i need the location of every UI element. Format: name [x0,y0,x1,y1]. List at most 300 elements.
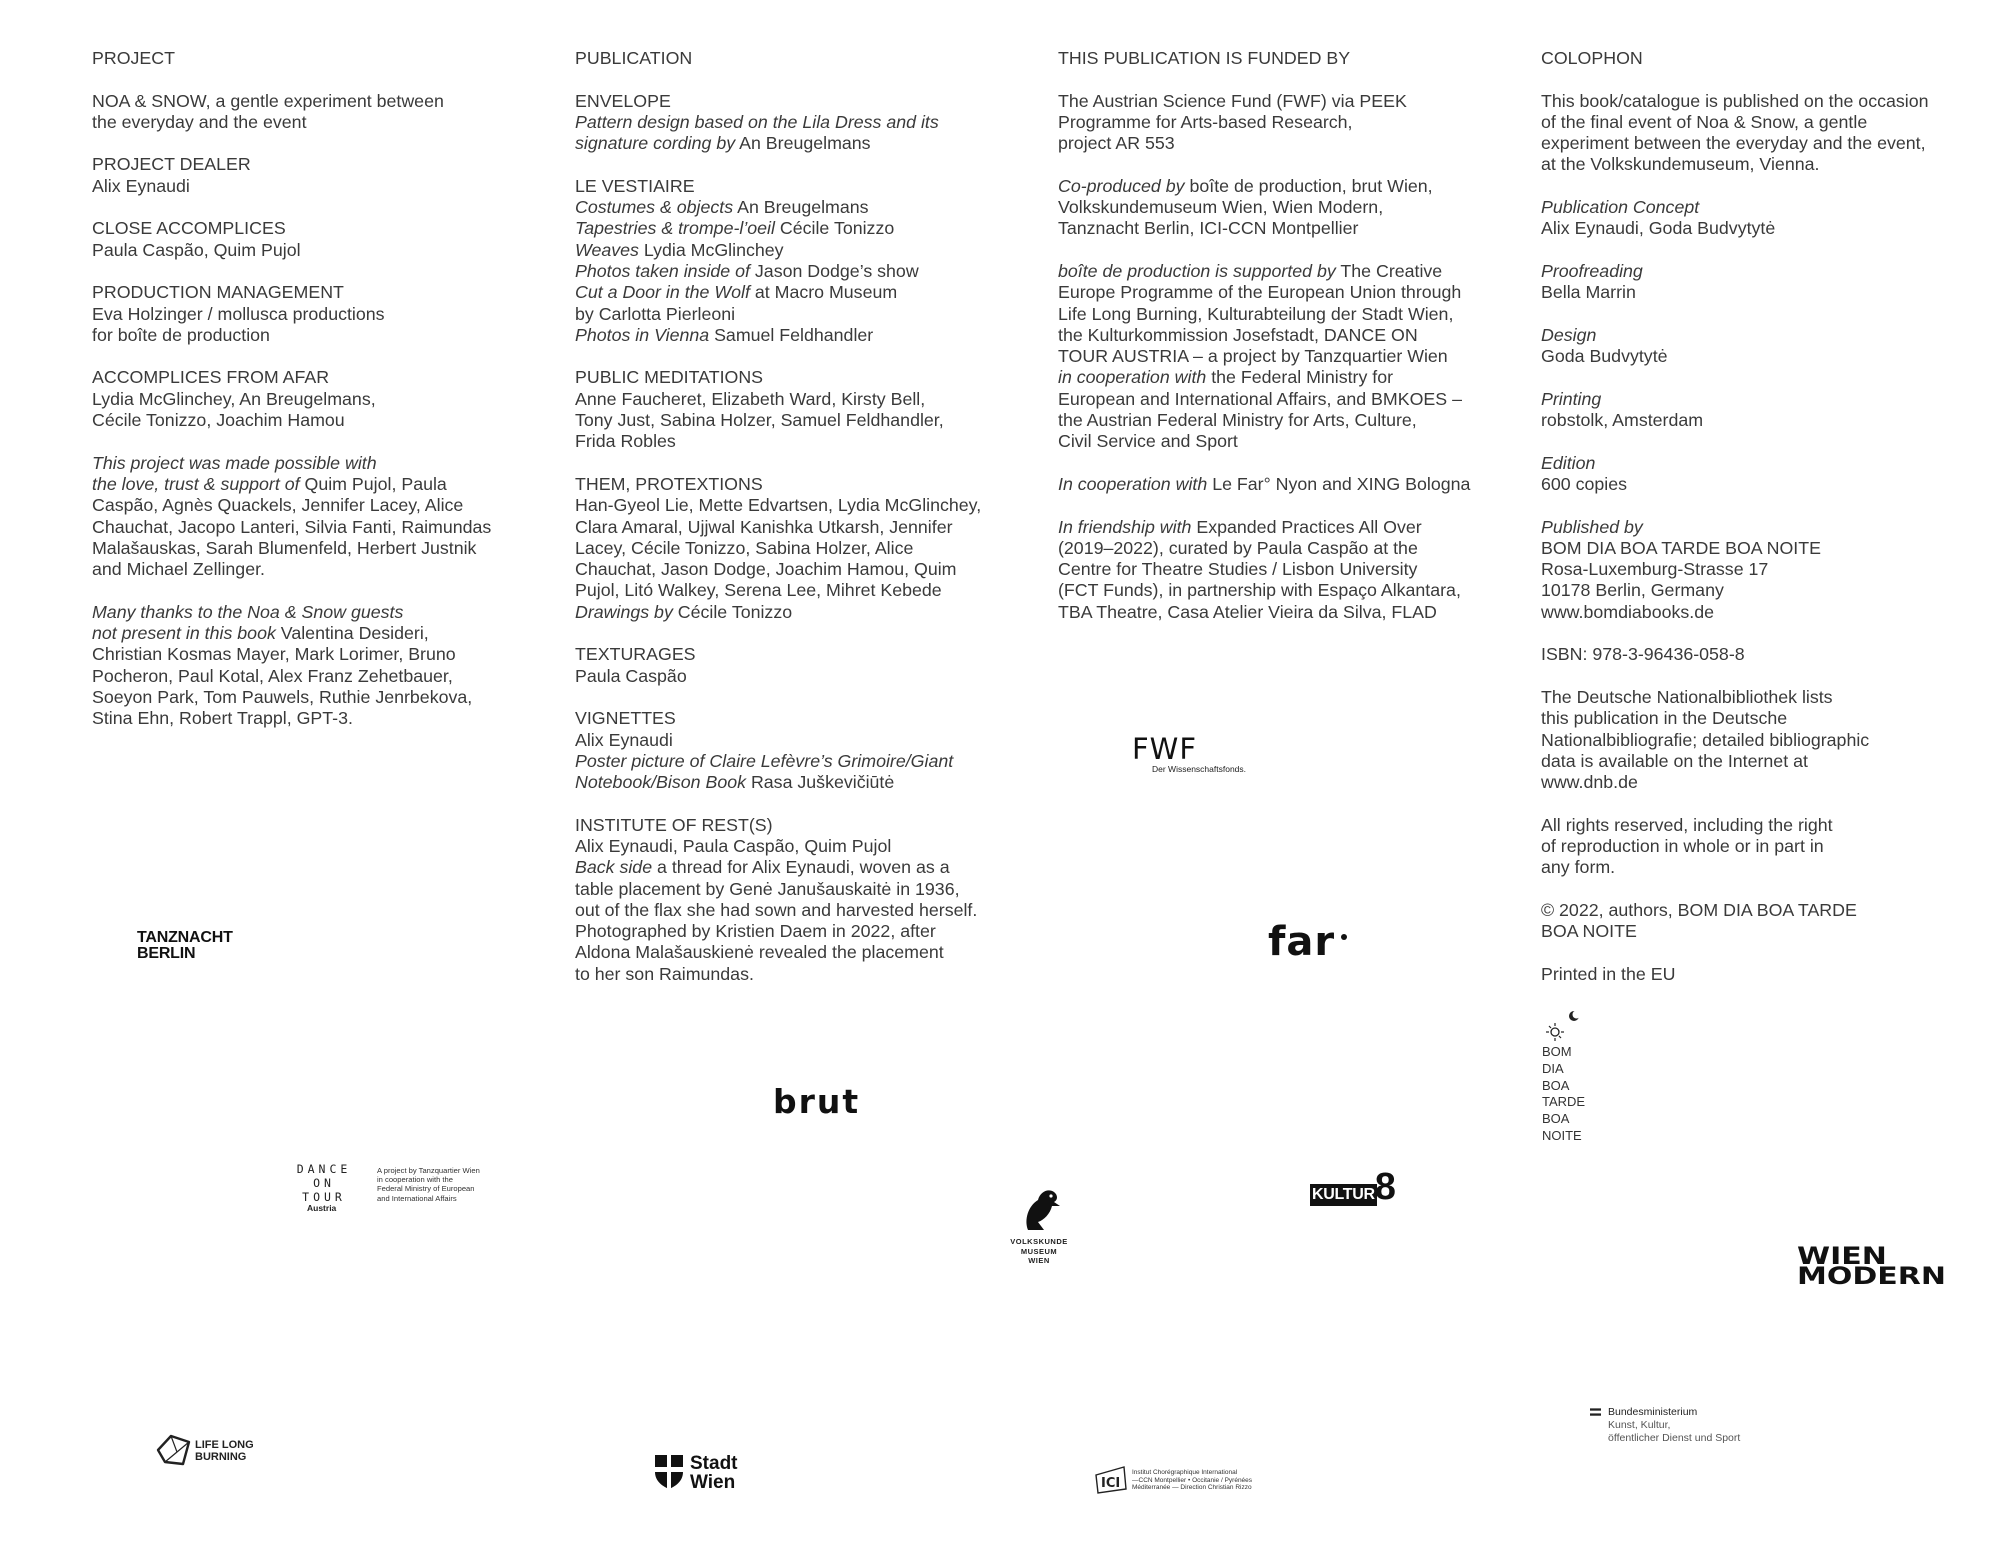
credit-blocks [575,91,1020,985]
column-heading: THIS PUBLICATION IS FUNDED BY [1058,48,1351,68]
credit-line [575,91,1020,112]
credit-line [1058,389,1498,410]
credit-block [1541,453,1981,496]
credit-text: Rasa Juškevičiūtė [746,772,895,793]
credit-block [575,367,1020,452]
credit-line [575,964,1020,985]
credit-block [575,91,1020,155]
logo-text: VOLKSKUNDE [1010,1237,1068,1247]
credit-line [1541,282,1981,303]
credit-line [1541,900,1981,921]
credit-block [92,367,532,431]
credit-line [1058,197,1498,218]
credit-line [575,133,1020,154]
credit-text: Lydia McGlinchey [638,239,784,260]
credit-text: The Deutsche Nationalbibliothek lists [1541,686,1833,707]
bird-icon [1014,1186,1064,1232]
credit-text: Tanznacht Berlin, ICI-CCN Montpellier [1058,218,1359,239]
credit-role: Drawings by [575,601,673,622]
credit-line [92,602,532,623]
credit-line [575,197,1020,218]
dot-icon [1341,934,1347,940]
wien-modern-logo [1797,1242,1946,1290]
credit-line [575,240,1020,261]
credit-line [1058,410,1498,431]
credit-block [92,453,532,581]
logo-text: Der Wissenschaftsfonds. [1152,764,1247,774]
credit-line [92,666,532,687]
credit-text: robstolk, Amsterdam [1541,410,1704,431]
credit-line [92,559,532,580]
credit-line [1541,580,1981,601]
logo-text: DANCE [296,1162,352,1176]
credit-line [92,240,532,261]
credit-role: the love, trust & support of [92,473,300,494]
logo-text: in cooperation with the [377,1175,453,1185]
credit-line [575,921,1020,942]
credit-block [1541,517,1981,623]
credit-text: Civil Service and Sport [1058,431,1238,452]
credit-role: Published by [1541,516,1643,537]
logo-text: and International Affairs [377,1193,457,1203]
logo-text: BOM [1542,1044,1572,1059]
logo-text: BERLIN [137,945,196,962]
credit-text: Tony Just, Sabina Holzer, Samuel Feldhandler, [575,410,944,431]
column-publication [575,48,1020,1006]
credit-text: INSTITUTE OF REST(S) [575,814,773,835]
credit-line [92,495,532,516]
credit-text: a thread for Alix Eynaudi, woven as a [652,857,950,878]
credit-text: at the Volkskundemuseum, Vienna. [1541,154,1820,175]
credit-line [92,538,532,559]
credit-text: by Carlotta Pierleoni [575,303,736,324]
credit-text: Cécile Tonizzo, Joachim Hamou [92,410,345,431]
sun-moon-icon [1542,1010,1602,1044]
credit-block [1541,964,1981,985]
credit-line [92,176,532,197]
credit-text: The Creative [1335,260,1443,281]
credit-role: Publication Concept [1541,197,1700,218]
credit-text: NOA & SNOW, a gentle experiment between [92,90,444,111]
credit-role: In friendship with [1058,516,1192,537]
credit-text: PUBLIC MEDITATIONS [575,367,764,388]
credit-role: signature cording by [575,133,736,154]
logo-text: WIEN [1797,1242,1887,1270]
kultur-8-logo [1310,1168,1396,1206]
credit-text: data is available on the Internet at [1541,750,1808,771]
logo-text: Federal Ministry of European [377,1184,475,1194]
credit-line [1058,580,1498,601]
credit-line [92,367,532,388]
credit-text: LE VESTIAIRE [575,175,695,196]
credit-line [1541,154,1981,175]
credit-line [1058,346,1498,367]
credit-text: © 2022, authors, BOM DIA BOA TARDE [1541,899,1857,920]
credit-block [92,91,532,134]
credit-text: project AR 553 [1058,133,1175,154]
credit-text: ISBN: 978-3-96436-058-8 [1541,644,1745,665]
life-long-burning-wordmark [195,1439,254,1463]
credit-line [1541,730,1981,751]
credit-text: this publication in the Deutsche [1541,708,1788,729]
credit-block [1058,176,1498,240]
credit-line [575,708,1020,729]
logo-text: DIA [1542,1060,1564,1076]
stadt-wien-logo [654,1453,738,1495]
credit-block [92,282,532,346]
logo-text: LIFE LONG [195,1439,254,1451]
ici-ccn-wordmark [1132,1469,1252,1492]
credit-text: out of the flax she had sown and harvested herself. [575,899,978,920]
credit-text: TEXTURAGES [575,644,696,665]
credit-text: Le Far° Nyon and XING Bologna [1207,473,1471,494]
credit-text: Chauchat, Jacopo Lanteri, Silvia Fanti, Raimundas [92,516,492,537]
credit-text: This book/catalogue is published on the occasion [1541,90,1929,111]
credit-block [1541,325,1981,368]
credit-text: Goda Budvytytė [1541,346,1668,367]
credit-text: Malašauskas, Sarah Blumenfeld, Herbert Justnik [92,537,477,558]
credit-text: Soeyon Park, Tom Pauwels, Ruthie Jenrbekova, [92,686,473,707]
credit-role: Weaves [575,239,639,260]
credit-text: Alix Eynaudi, Goda Budvytytė [1541,218,1776,239]
credit-line [575,857,1020,878]
fwf-logo [1132,734,1246,774]
credit-text: Europe Programme of the European Union through [1058,282,1462,303]
credit-role: Pattern design based on the Lila Dress and its [575,111,939,132]
credit-text: Bella Marrin [1541,282,1636,303]
credit-text: the Kulturkommission Josefstadt, DANCE ON [1058,324,1418,345]
credit-line [575,517,1020,538]
credit-text: Valentina Desideri, [275,623,429,644]
credit-text: Stina Ehn, Robert Trappl, GPT-3. [92,708,353,729]
credit-block [575,708,1020,793]
credit-role: Co-produced by [1058,175,1185,196]
credit-block [92,154,532,197]
credit-line [575,112,1020,133]
column-heading: PUBLICATION [575,48,693,68]
cube-icon [155,1432,193,1468]
credit-line [92,644,532,665]
credit-block [575,644,1020,687]
credit-line [575,367,1020,388]
credit-line [92,389,532,410]
dance-on-tour-tagline [377,1166,512,1203]
credit-text: Cécile Tonizzo [672,601,793,622]
logo-text: Wien [690,1472,736,1493]
credit-line [1541,197,1981,218]
logo-text: TARDE [1542,1094,1586,1110]
credit-role: Edition [1541,452,1596,473]
column-funded-by [1058,48,1498,644]
logo-text: Austria [307,1203,337,1213]
credit-text: of the final event of Noa & Snow, a gentle [1541,111,1868,132]
credit-text: experiment between the everyday and the event, [1541,133,1926,154]
credit-line [1541,91,1981,112]
credit-line [575,900,1020,921]
credit-line [1058,261,1498,282]
credit-text: (FCT Funds), in partnership with Espaço Alkantara, [1058,580,1461,601]
column-colophon [1541,48,1981,1006]
credit-text: Alix Eynaudi [92,175,190,196]
credit-line [1541,921,1981,942]
ici-ccn-logo [1094,1465,1253,1500]
credit-text: Eva Holzinger / mollusca productions [92,303,385,324]
credit-text: An Breugelmans [733,197,869,218]
credit-text: BOA NOITE [1541,921,1637,942]
credit-line [1541,346,1981,367]
credit-blocks [1541,91,1981,985]
credit-line [1058,133,1498,154]
credit-line [1541,708,1981,729]
credit-text: BOM DIA BOA TARDE BOA NOITE [1541,537,1821,558]
credit-block [1541,261,1981,304]
logo-text: NOITE [1542,1127,1582,1143]
credit-text: Rosa-Luxemburg-Strasse 17 [1541,559,1769,580]
credit-line [1541,218,1981,239]
logo-text: FWF [1132,732,1198,766]
credit-line [1541,964,1981,985]
logo-text: Kunst, Kultur, [1608,1419,1671,1431]
credit-line [1541,112,1981,133]
logo-text: Méditerranée — Direction Christian Rizzo [1132,1484,1252,1492]
dance-on-tour-logo [293,1160,508,1213]
credit-line [575,410,1020,431]
logo-text: Institut Chorégraphique International [1132,1469,1238,1476]
credit-text: The Austrian Science Fund (FWF) via PEEK [1058,90,1407,111]
credit-block [1541,900,1981,943]
credit-line [575,176,1020,197]
credit-line [92,112,532,133]
credit-role: Tapestries & trompe-l’oeil [575,218,775,239]
logo-text: WIEN [1028,1256,1050,1266]
brut-logo: brut [773,1082,861,1121]
credit-text: Lacey, Cécile Tonizzo, Sabina Holzer, Alice [575,537,914,558]
logo-text: Bundesministerium [1608,1406,1698,1418]
credit-text: Expanded Practices All Over [1191,516,1422,537]
credit-block [1541,91,1981,176]
credit-line [92,304,532,325]
credit-line [575,559,1020,580]
credit-role: Many thanks to the Noa & Snow guests [92,601,404,622]
credit-text: PROJECT DEALER [92,154,251,175]
credit-text: Pocheron, Paul Kotal, Alex Franz Zehetbauer, [92,665,453,686]
credit-line [575,389,1020,410]
shield-icon [654,1454,684,1490]
credit-line [1058,602,1498,623]
credit-role: not present in this book [92,623,276,644]
credit-role: Back side [575,857,653,878]
credit-role: boîte de production is supported by [1058,260,1336,281]
credit-line [1541,559,1981,580]
credit-blocks [92,91,532,730]
credit-line [92,474,532,495]
logo-text: ON TOUR [302,1176,346,1204]
credit-line [1058,538,1498,559]
credit-text: Photographed by Kristien Daem in 2022, after [575,921,936,942]
credit-block [1541,197,1981,240]
volkskundemuseum-wordmark [1002,1237,1076,1266]
credit-text: Anne Faucheret, Elizabeth Ward, Kirsty Bell, [575,388,926,409]
logo-text: Stadt [690,1453,738,1474]
credit-line [1541,772,1981,793]
credit-role: Printing [1541,388,1602,409]
credit-text: to her son Raimundas. [575,963,754,984]
credit-text: Alix Eynaudi, Paula Caspão, Quim Pujol [575,835,892,856]
credit-text: any form. [1541,857,1616,878]
austria-flag-icon [1590,1408,1601,1417]
credit-line [575,304,1020,325]
credit-line [92,623,532,644]
credit-line [1541,325,1981,346]
credit-line [1541,751,1981,772]
credit-text: CLOSE ACCOMPLICES [92,218,286,239]
credit-block [92,218,532,261]
credit-text: ACCOMPLICES FROM AFAR [92,367,330,388]
column-project [92,48,532,751]
credit-line [575,474,1020,495]
tanznacht-berlin-logo [137,930,233,962]
credit-line [92,517,532,538]
credit-block [575,176,1020,346]
credit-line [1541,644,1981,665]
credit-blocks [1058,91,1498,623]
credit-block [1541,687,1981,793]
credit-text: Frida Robles [575,431,676,452]
credit-text: Centre for Theatre Studies / Lisbon University [1058,559,1418,580]
credit-text: 600 copies [1541,473,1628,494]
credit-line [1541,474,1981,495]
credit-line [1058,474,1498,495]
credit-line [92,154,532,175]
credit-line [575,644,1020,665]
credit-line [1541,133,1981,154]
logo-text: MUSEUM [1020,1246,1058,1256]
logo-text: BOA [1542,1077,1570,1093]
credit-role: Design [1541,324,1597,345]
credit-text: for boîte de production [92,324,270,345]
credit-block [1541,815,1981,879]
credit-line [1541,538,1981,559]
credit-text: Alix Eynaudi [575,729,673,750]
credit-text: Quim Pujol, Paula [299,473,447,494]
credit-line [92,453,532,474]
credit-text: An Breugelmans [735,133,871,154]
credit-text: www.bomdiabooks.de [1541,601,1714,622]
credit-line [1541,815,1981,836]
credit-line [92,91,532,112]
column-heading: PROJECT [92,48,175,68]
logo-text: KULTUR [1310,1184,1377,1206]
credit-role: Cut a Door in the Wolf [575,282,750,303]
credit-text: TBA Theatre, Casa Atelier Vieira da Silva, FLAD [1058,601,1437,622]
credit-line [1541,857,1981,878]
bundesministerium-logo [1590,1406,1740,1445]
credit-line [1541,261,1981,282]
credit-role: Costumes & objects [575,197,734,218]
credit-line [1058,218,1498,239]
credit-role: Photos in Vienna [575,324,710,345]
bom-dia-wordmark [1542,1044,1602,1145]
bom-dia-logo [1542,1010,1602,1145]
le-far-logo [1268,919,1336,965]
credit-line [575,942,1020,963]
credit-role: in cooperation with [1058,367,1207,388]
credit-role: Proofreading [1541,260,1643,281]
credit-text: Programme for Arts-based Research, [1058,111,1353,132]
credit-text: table placement by Genė Janušauskaitė in 1936, [575,878,960,899]
credit-line [1541,836,1981,857]
logo-text: —CCN Montpellier • Occitanie / Pyrénées [1132,1476,1253,1484]
credit-line [575,879,1020,900]
stadt-wien-wordmark [690,1454,738,1492]
credit-line [1541,602,1981,623]
credit-text: of reproduction in whole or in part in [1541,835,1824,856]
credit-line [1058,304,1498,325]
credit-line [92,687,532,708]
credit-text: Chauchat, Jason Dodge, Joachim Hamou, Quim [575,559,957,580]
credit-line [575,730,1020,751]
logo-text: far [1268,919,1336,965]
logo-text: MODERN [1797,1262,1946,1290]
credit-line [92,325,532,346]
credit-text: Caspão, Agnès Quackels, Jennifer Lacey, Alice [92,495,464,516]
credit-text: www.dnb.de [1541,772,1638,793]
credit-line [1541,410,1981,431]
credit-text: the Federal Ministry for [1206,367,1394,388]
credit-line [575,325,1020,346]
credit-role: Poster picture of Claire Lefèvre’s Grimoire/Giant [575,750,954,771]
credit-line [1541,453,1981,474]
credit-text: Clara Amaral, Ujjwal Kanishka Utkarsh, Jennifer [575,516,953,537]
credit-text: Han-Gyeol Lie, Mette Edvartsen, Lydia McGlinchey, [575,495,982,516]
credit-line [92,218,532,239]
credit-line [1541,389,1981,410]
credit-line [575,282,1020,303]
credit-role: In cooperation with [1058,473,1208,494]
credit-line [1058,431,1498,452]
credit-text: ENVELOPE [575,90,671,111]
credit-line [575,815,1020,836]
credit-role: This project was made possible with [92,452,377,473]
credit-text: Nationalbibliografie; detailed bibliographic [1541,729,1870,750]
svg-text:ICI: ICI [1101,1476,1121,1491]
credit-text: Christian Kosmas Mayer, Mark Lorimer, Bruno [92,644,456,665]
credit-text: European and International Affairs, and BMKOES – [1058,388,1462,409]
credit-text: Life Long Burning, Kulturabteilung der Stadt Wien, [1058,303,1454,324]
credit-block [1058,91,1498,155]
credit-text: 10178 Berlin, Germany [1541,580,1724,601]
credit-block [1541,389,1981,432]
credit-text: boîte de production, brut Wien, [1184,175,1433,196]
ici-mark-icon [1094,1465,1128,1495]
credit-line [575,538,1020,559]
credit-line [1058,176,1498,197]
credit-text: VIGNETTES [575,708,676,729]
credit-text: Printed in the EU [1541,963,1676,984]
credit-line [1541,687,1981,708]
credit-text: Cécile Tonizzo [774,218,895,239]
credit-block [1058,517,1498,623]
credit-line [1058,559,1498,580]
credit-block [575,815,1020,985]
credit-text: Paula Caspão, Quim Pujol [92,239,301,260]
credit-text: Aldona Malašauskienė revealed the placement [575,942,944,963]
life-long-burning-logo [155,1432,254,1473]
credit-line [575,261,1020,282]
credit-line [1058,325,1498,346]
logo-text: TANZNACHT [137,929,233,946]
logo-text: öffentlicher Dienst und Sport [1608,1432,1741,1444]
